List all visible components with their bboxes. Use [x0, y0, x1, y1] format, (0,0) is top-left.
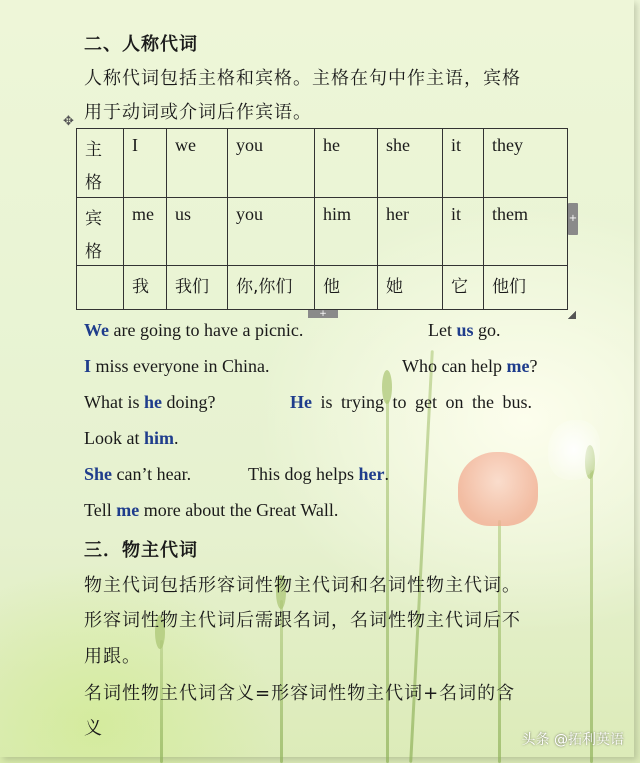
table-row-subject	[77, 129, 568, 198]
table-cell: you	[228, 129, 315, 198]
table-row-object	[77, 197, 568, 266]
table-cell: her	[378, 197, 443, 266]
table-cell: he	[315, 129, 378, 198]
plus-icon[interactable]: +	[568, 203, 578, 235]
section-2-intro-line-1: 人称代词包括主格和宾格。主格在句中作主语，宾格	[84, 68, 521, 89]
section-2-heading: 二、人称代词	[84, 34, 198, 55]
example-sentence: She can’t hear.	[84, 464, 192, 484]
section-3-line-4: 名词性物主代词含义=形容词性物主代词+名词的含	[84, 683, 516, 704]
table-cell: 她	[378, 266, 443, 310]
section-3-line-5: 义	[84, 718, 103, 739]
table-cell: them	[484, 197, 568, 266]
plus-icon[interactable]: +	[308, 310, 338, 318]
example-sentence: Who can help me?	[402, 356, 538, 376]
section-3-line-3: 用跟。	[84, 646, 141, 667]
section-3-line-2: 形容词性物主代词后需跟名词，名词性物主代词后不	[84, 610, 521, 631]
example-sentence: I miss everyone in China.	[84, 356, 270, 376]
example-sentence: He is trying to get on the bus.	[290, 392, 532, 412]
table-cell: she	[378, 129, 443, 198]
example-sentence: Tell me more about the Great Wall.	[84, 500, 339, 520]
resize-corner-icon[interactable]	[568, 311, 576, 319]
table-cell: 我	[124, 266, 167, 310]
pronoun-table	[76, 128, 568, 310]
row-label	[77, 266, 124, 310]
row-label: 主 格	[77, 129, 124, 198]
table-cell: him	[315, 197, 378, 266]
table-cell: us	[167, 197, 228, 266]
example-sentence: We are going to have a picnic.	[84, 320, 304, 340]
table-cell: we	[167, 129, 228, 198]
table-cell: you	[228, 197, 315, 266]
example-sentence: Let us go.	[428, 320, 501, 340]
table-cell: 他	[315, 266, 378, 310]
example-sentence: Look at him.	[84, 428, 179, 448]
section-3-heading: 三．物主代词	[84, 540, 198, 561]
watermark: 头条 @拓利英语	[521, 732, 624, 748]
table-row-meaning	[77, 266, 568, 310]
example-sentence: This dog helps her.	[248, 464, 389, 484]
table-cell: 他们	[484, 266, 568, 310]
table-cell: 它	[443, 266, 484, 310]
row-label: 宾 格	[77, 197, 124, 266]
table-cell: 我们	[167, 266, 228, 310]
move-cross-icon[interactable]: ✥	[63, 114, 74, 129]
table-cell: it	[443, 129, 484, 198]
table-cell: 你,你们	[228, 266, 315, 310]
table-cell: they	[484, 129, 568, 198]
table-cell: it	[443, 197, 484, 266]
table-cell: I	[124, 129, 167, 198]
example-sentence: What is he doing?	[84, 392, 216, 412]
section-3-line-1: 物主代词包括形容词性物主代词和名词性物主代词。	[84, 575, 521, 596]
section-2-intro-line-2: 用于动词或介词后作宾语。	[84, 102, 312, 123]
table-cell: me	[124, 197, 167, 266]
